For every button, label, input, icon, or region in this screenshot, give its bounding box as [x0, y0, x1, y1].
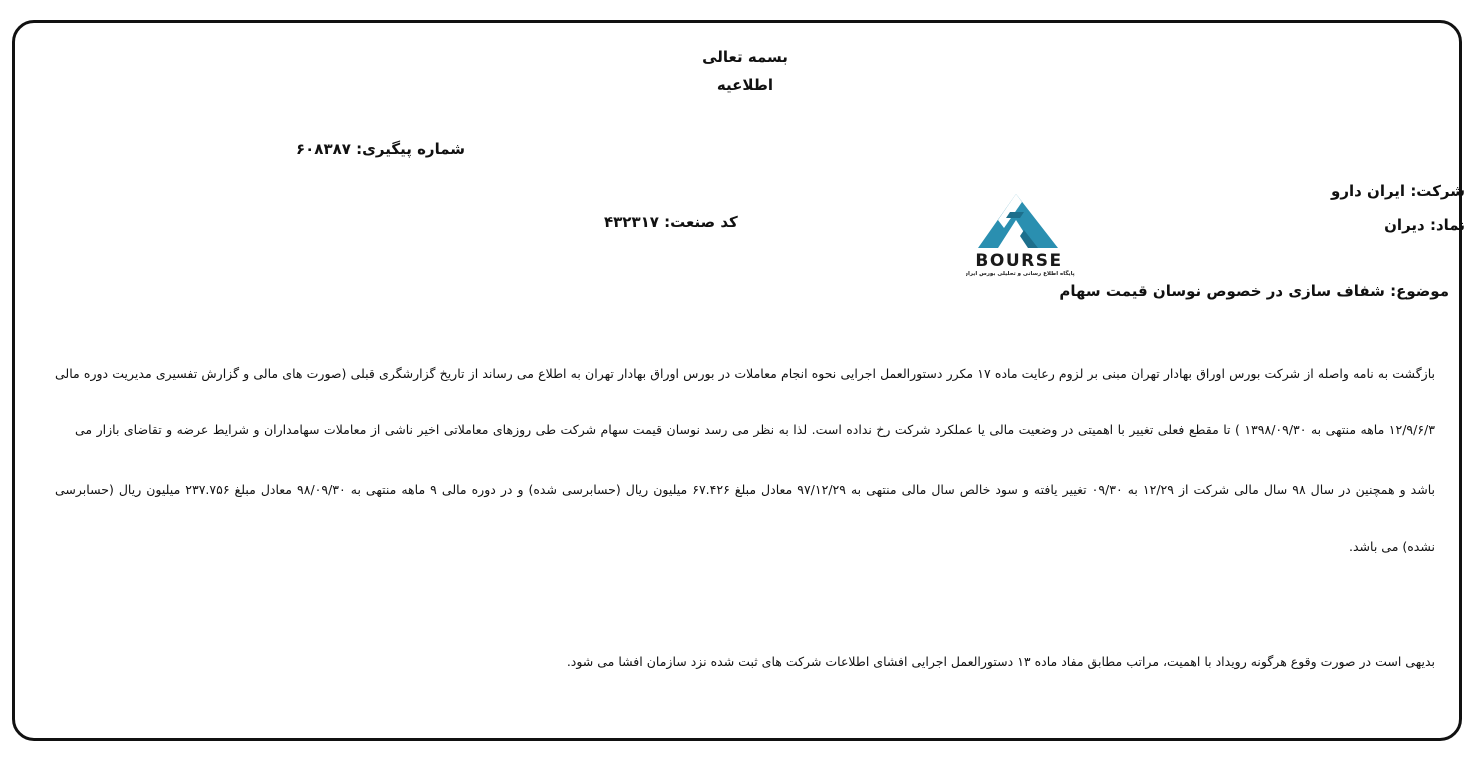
logo-caption: پایگاه اطلاع رسانی و تحلیلی بورس ایران	[966, 271, 1075, 277]
subject-field	[1059, 282, 1449, 300]
bismillah-heading: بسمه تعالی	[702, 48, 788, 66]
company-field	[1331, 182, 1465, 200]
bourse-logo-icon	[966, 190, 1076, 280]
company-label: شرکت:	[1410, 182, 1465, 200]
tracking-label: شماره پیگیری:	[356, 140, 466, 158]
closing-line: بدیهی است در صورت وقوع هرگونه رویداد با اهمیت، مراتب مطابق مفاد ماده ۱۳ دستورالعمل اجرایی افشای اطلاعات شرکت های ثبت شده نزد سازمان افشا می شود.	[566, 654, 1435, 669]
industry-code-value: ۴۳۲۳۱۷	[604, 213, 659, 231]
body-line-3: باشد و همچنین در سال ۹۸ سال مالی شرکت از ۱۲/۲۹ به ۰۹/۳۰ تغییر یافته و سود خالص سال مالی منتهی به ۹۷/۱۲/۲۹ معادل مبلغ ۶۷.۴۲۶ میلیون ریال (حسابرسی شده) و در دوره مالی ۹ ماهه منتهی به ۹۸/۰۹/۳۰ معادل مبلغ ۲۳۷.۷۵۶ میلیون ریال (حسابرسی	[55, 482, 1435, 497]
tracking-value: ۶۰۸۳۸۷	[296, 140, 351, 158]
industry-code-field	[604, 213, 738, 231]
bourse-logo	[966, 190, 1076, 280]
body-line-1: بازگشت به نامه واصله از شرکت بورس اوراق بهادار تهران مبنی بر لزوم رعایت ماده ۱۷ مکرر دستورالعمل اجرایی نحوه انجام معاملات در بورس اوراق بهادار تهران به اطلاع می رساند از تاریخ گزارشگری قبلی (صورت های مالی و گزارش تفسیری مدیریت دوره مالی	[55, 366, 1435, 381]
subject-label: موضوع:	[1390, 282, 1449, 300]
tracking-number	[296, 140, 465, 158]
body-line-2: ۱۲/۹/۶/۳ ماهه منتهی به ۱۳۹۸/۰۹/۳۰ ) تا مقطع فعلی تغییر با اهمیتی در وضعیت مالی یا عملکرد شرکت رخ نداده است. لذا به نظر می رسد نوسان قیمت سهام شرکت طی روزهای معاملاتی اخیر ناشی از معاملات سهامداران و شرایط عرضه و تقاضای بازار می	[75, 422, 1435, 437]
company-value: ایران دارو	[1331, 182, 1406, 200]
body-line-4: نشده) می باشد.	[1349, 539, 1435, 554]
industry-code-label: کد صنعت:	[664, 213, 738, 231]
symbol-label: نماد:	[1429, 216, 1465, 234]
symbol-value: دیران	[1384, 216, 1425, 234]
notice-heading: اطلاعیه	[716, 76, 774, 94]
subject-value: شفاف سازی در خصوص نوسان قیمت سهام	[1059, 282, 1385, 300]
logo-brand: BOURSE	[975, 251, 1063, 271]
symbol-field	[1384, 216, 1465, 234]
